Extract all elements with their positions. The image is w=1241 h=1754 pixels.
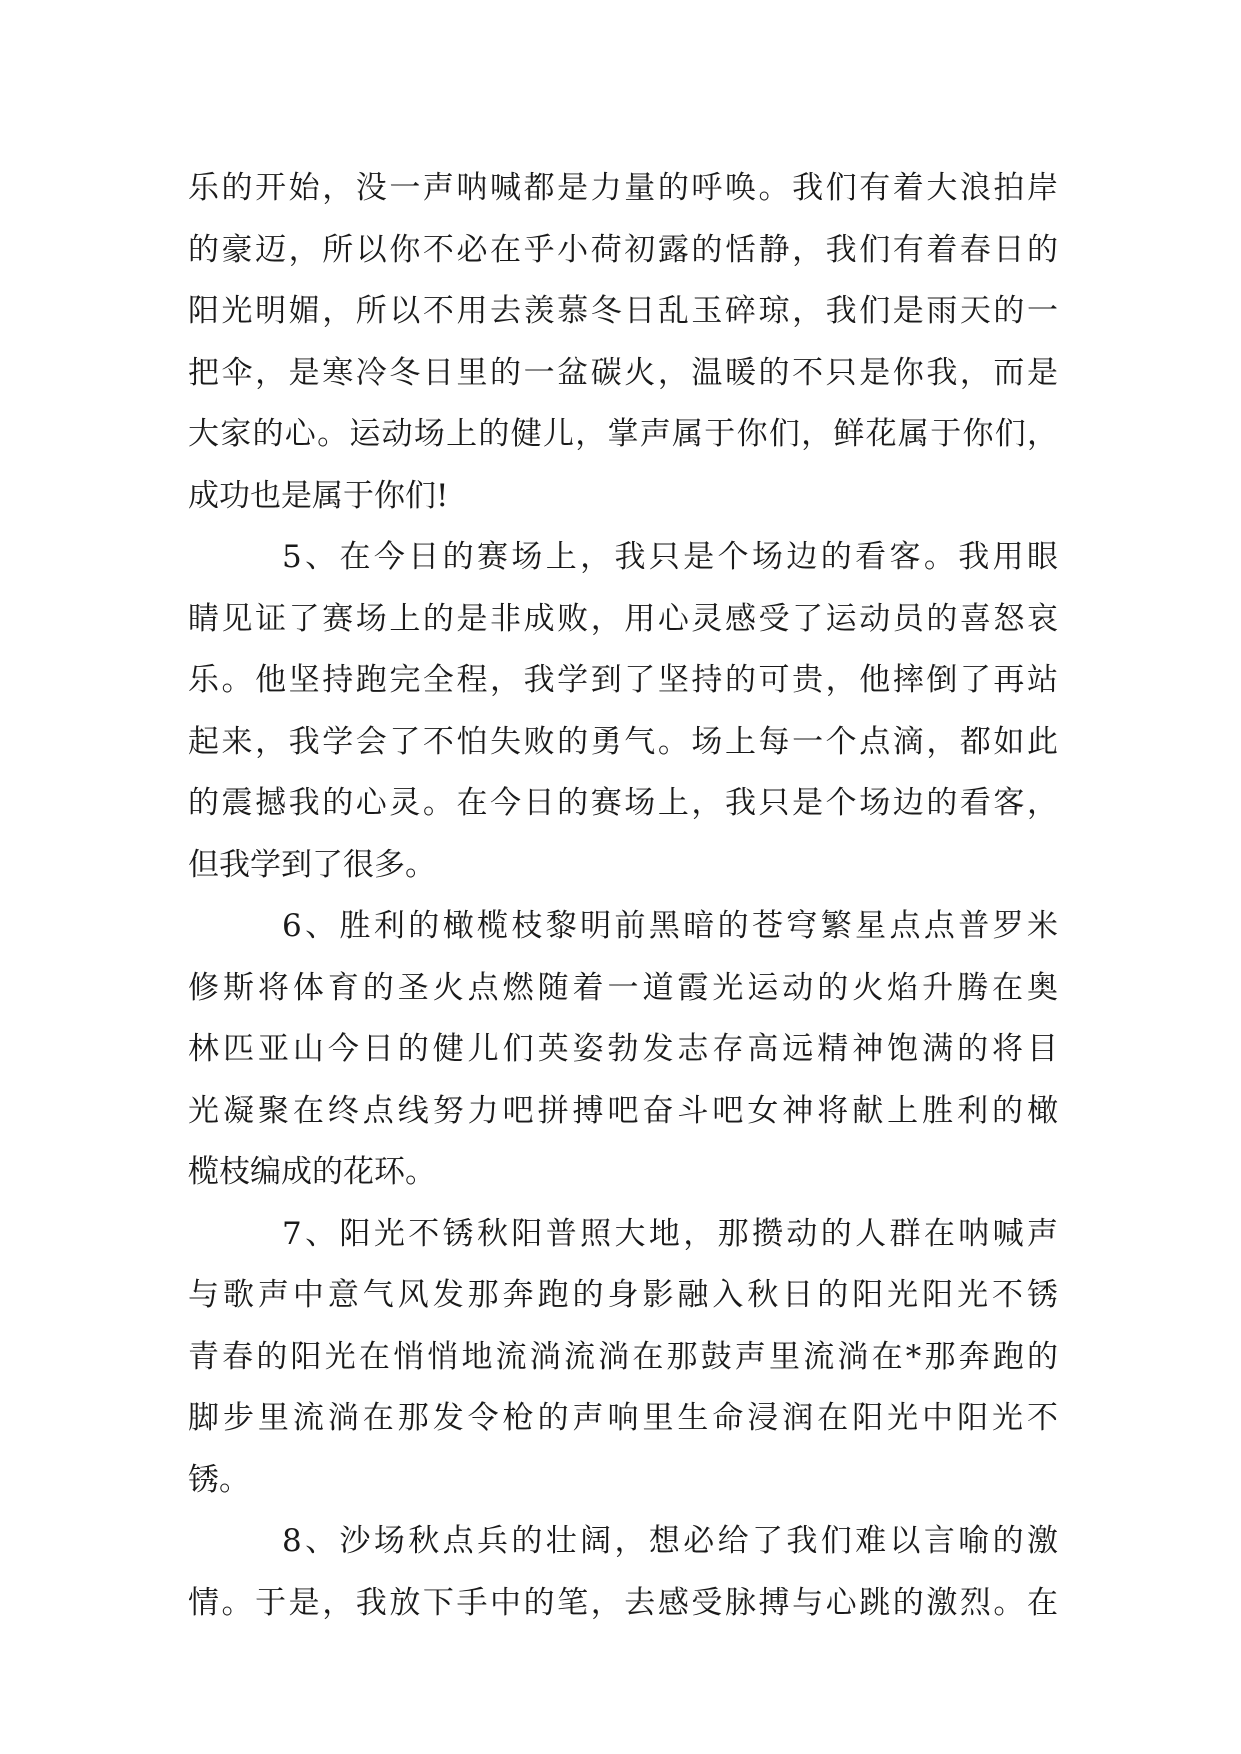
paragraph	[188, 527, 1058, 896]
text-line: 睛见证了赛场上的是非成败，用心灵感受了运动员的喜怒哀	[188, 600, 1058, 637]
text-line: 把伞，是寒冷冬日里的一盆碳火，温暖的不只是你我，而是	[188, 354, 1058, 391]
text-line: 起来，我学会了不怕失败的勇气。场上每一个点滴，都如此	[188, 723, 1058, 760]
text-line: 榄枝编成的花环。	[188, 1154, 436, 1190]
text-line: 锈。	[188, 1461, 250, 1498]
text-line: 脚步里流淌在那发令枪的声响里生命浸润在阳光中阳光不	[188, 1400, 1058, 1436]
text-line: 林匹亚山今日的健儿们英姿勃发志存高远精神饱满的将目	[188, 1031, 1058, 1067]
text-line: 与歌声中意气风发那奔跑的身影融入秋日的阳光阳光不锈	[188, 1277, 1058, 1313]
paragraph	[188, 1511, 1058, 1634]
text-line: 阳光明媚，所以不用去羡慕冬日乱玉碎琼，我们是雨天的一	[188, 293, 1058, 329]
text-line: 乐的开始，没一声呐喊都是力量的呼唤。我们有着大浪拍岸	[188, 170, 1058, 206]
paragraph	[188, 1204, 1058, 1512]
text-line: 乐。他坚持跑完全程，我学到了坚持的可贵，他摔倒了再站	[188, 662, 1058, 698]
text-line: 6、胜利的橄榄枝黎明前黑暗的苍穹繁星点点普罗米	[282, 908, 1058, 944]
document-body	[188, 158, 1058, 1634]
text-line: 的豪迈，所以你不必在乎小荷初露的恬静，我们有着春日的	[188, 231, 1058, 268]
text-line: 青春的阳光在悄悄地流淌流淌在那鼓声里流淌在*那奔跑的	[188, 1338, 1058, 1375]
text-line: 8、沙场秋点兵的壮阔，想必给了我们难以言喻的激	[282, 1523, 1058, 1559]
text-line: 成功也是属于你们!	[188, 477, 449, 514]
text-line: 情。于是，我放下手中的笔，去感受脉搏与心跳的激烈。在	[188, 1584, 1058, 1621]
paragraph	[188, 896, 1058, 1204]
text-line: 光凝聚在终点线努力吧拼搏吧奋斗吧女神将献上胜利的橄	[188, 1092, 1058, 1129]
text-line: 的震撼我的心灵。在今日的赛场上，我只是个场边的看客，	[188, 785, 1058, 821]
text-line: 7、阳光不锈秋阳普照大地，那攒动的人群在呐喊声	[282, 1215, 1058, 1252]
paragraph	[188, 158, 1058, 527]
text-line: 但我学到了很多。	[188, 846, 436, 883]
text-line: 修斯将体育的圣火点燃随着一道霞光运动的火焰升腾在奥	[188, 969, 1058, 1006]
text-line: 大家的心。运动场上的健儿，掌声属于你们，鲜花属于你们，	[188, 416, 1058, 452]
text-line: 5、在今日的赛场上，我只是个场边的看客。我用眼	[282, 539, 1058, 575]
